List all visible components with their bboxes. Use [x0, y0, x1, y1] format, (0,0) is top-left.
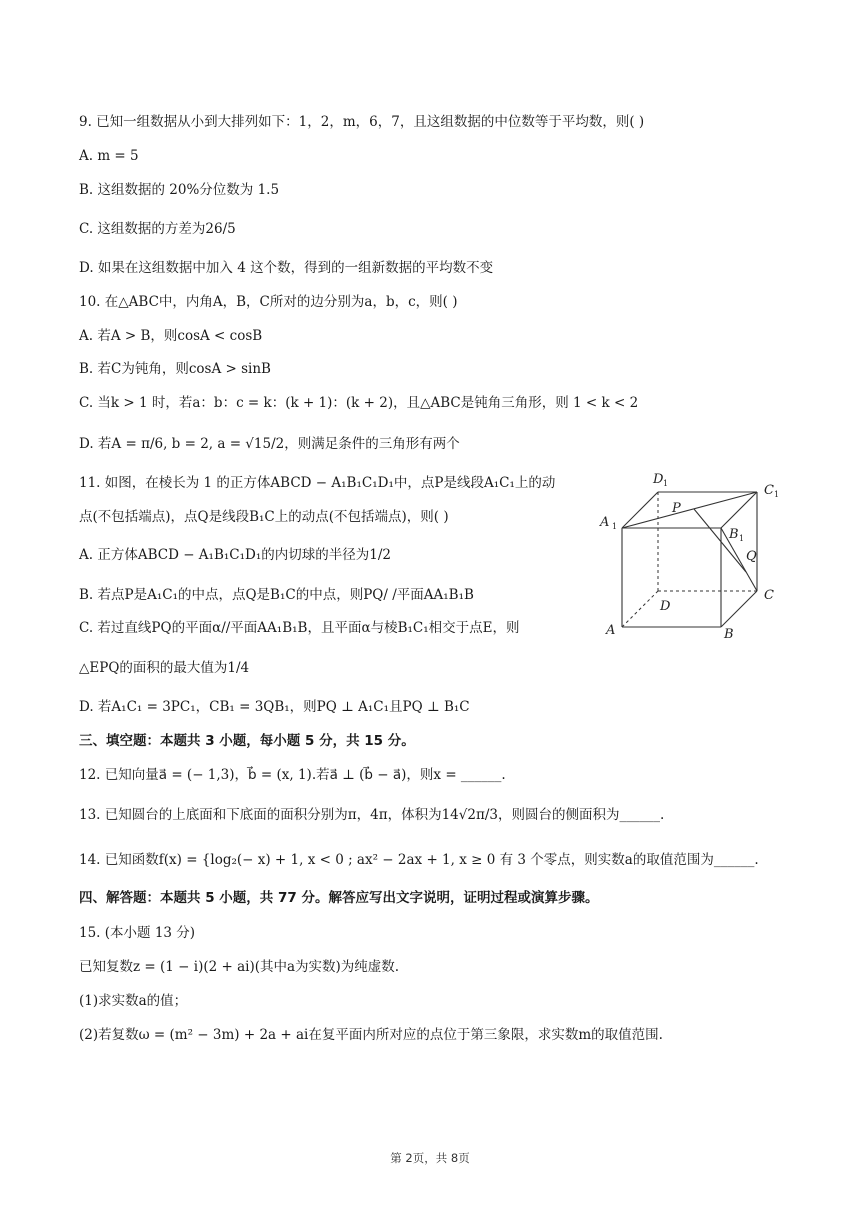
label-c1: C: [764, 483, 774, 498]
page-footer: 第 2页，共 8页: [390, 1151, 470, 1165]
label-c1-sub: 1: [774, 490, 780, 499]
q10-option-c: C. 当k > 1 时，若a：b：c = k：(k + 1)：(k + 2)，且△ABC是钝角三角形，则 1 < k < 2: [79, 395, 639, 411]
q11-option-c-line1: C. 若过直线PQ的平面α//平面AA₁B₁B，且平面α与棱B₁C₁相交于点E，则: [79, 620, 520, 636]
cube-figure: [598, 468, 788, 643]
q15-title: 15. (本小题 13 分): [79, 925, 196, 941]
q9-option-b: B. 这组数据的 20%分位数为 1.5: [79, 182, 280, 198]
label-d1-sub: 1: [663, 479, 669, 488]
label-b1-sub: 1: [739, 534, 745, 543]
q11-option-d: D. 若A₁C₁ = 3PC₁，CB₁ = 3QB₁，则PQ ⊥ A₁C₁且PQ ⊥ B₁C: [79, 699, 470, 715]
q11-option-a: A. 正方体ABCD − A₁B₁C₁D₁的内切球的半径为1/2: [79, 547, 391, 563]
label-c: C: [764, 588, 774, 603]
q10-option-b: B. 若C为钝角，则cosA > sinB: [79, 361, 271, 377]
q15-stem: 已知复数z = (1 − i)(2 + ai)(其中a为实数)为纯虚数.: [79, 959, 400, 975]
q9-option-c: C. 这组数据的方差为26/5: [79, 221, 236, 237]
q10-stem: 10. 在△ABC中，内角A，B，C所对的边分别为a，b，c，则( ): [79, 294, 458, 310]
q11-option-b: B. 若点P是A₁C₁的中点，点Q是B₁C的中点，则PQ/ /平面AA₁B₁B: [79, 587, 474, 603]
label-a: A: [606, 623, 616, 638]
q11-stem-line2: 点(不包括端点)，点Q是线段B₁C上的动点(不包括端点)，则( ): [79, 509, 449, 525]
q15-part-1: (1)求实数a的值；: [79, 993, 188, 1009]
q13-stem: 13. 已知圆台的上底面和下底面的面积分别为π，4π，体积为14√2π/3，则圆台的侧面积为______.: [79, 807, 665, 823]
label-q: Q: [746, 549, 757, 564]
label-b1: B: [729, 527, 739, 542]
label-b: B: [724, 627, 734, 642]
section-3-heading: 三、填空题：本题共 3 小题，每小题 5 分，共 15 分。: [79, 733, 415, 749]
q9-option-a: A. m = 5: [79, 148, 139, 164]
q11-stem-line1: 11. 如图，在棱长为 1 的正方体ABCD − A₁B₁C₁D₁中，点P是线段A₁C₁上的动: [79, 475, 556, 491]
q9-option-d: D. 如果在这组数据中加入 4 这个数，得到的一组新数据的平均数不变: [79, 260, 494, 276]
q10-option-d: D. 若A = π/6, b = 2, a = √15/2，则满足条件的三角形有两个: [79, 436, 460, 452]
q14-stem: 14. 已知函数f(x) = {log₂(− x) + 1, x < 0 ; ax² − 2ax + 1, x ≥ 0 有 3 个零点，则实数a的取值范围为______.: [79, 852, 759, 868]
section-4-heading: 四、解答题：本题共 5 小题，共 77 分。解答应写出文字说明，证明过程或演算步骤。: [79, 890, 599, 906]
q9-stem: 9. 已知一组数据从小到大排列如下：1，2，m，6，7，且这组数据的中位数等于平均数，则( ): [79, 114, 645, 130]
label-d1: D: [653, 472, 664, 487]
q11-option-c-line2: △EPQ的面积的最大值为1/4: [79, 660, 250, 676]
q10-option-a: A. 若A > B，则cosA < cosB: [79, 328, 263, 344]
label-a1-sub: 1: [612, 522, 618, 531]
label-a1: A: [600, 515, 610, 530]
q15-part-2: (2)若复数ω = (m² − 3m) + 2a + ai在复平面内所对应的点位于第三象限，求实数m的取值范围.: [79, 1027, 663, 1043]
label-d: D: [660, 599, 671, 614]
label-p: P: [672, 501, 681, 516]
q12-stem: 12. 已知向量a⃗ = (− 1,3)，b⃗ = (x, 1).若a⃗ ⊥ (b⃗ − a⃗)，则x = ______.: [79, 767, 506, 783]
